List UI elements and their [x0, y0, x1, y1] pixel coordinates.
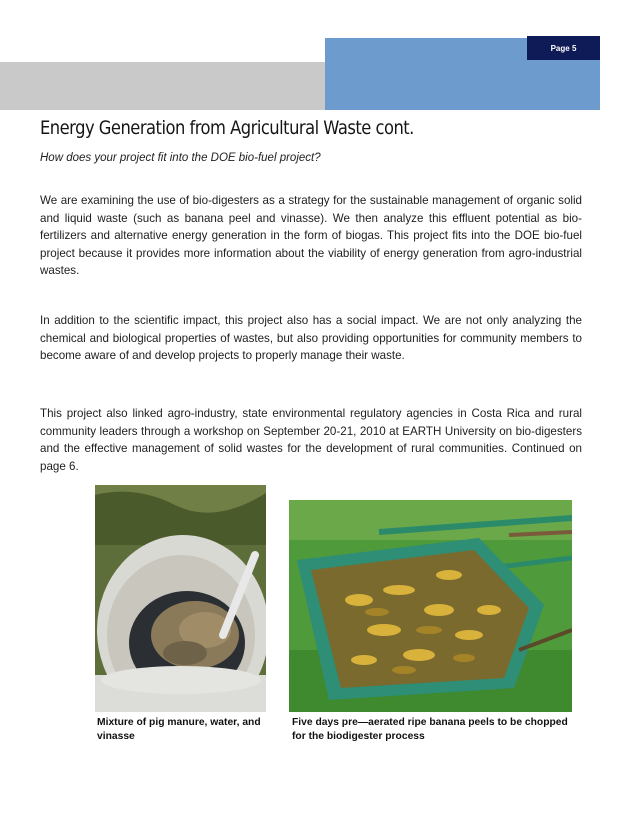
paragraph-2: In addition to the scientific impact, this project also has a social impact. We are not only analyzing the chemical and biological properties of wastes, but also providing opportunities for community members to become aware of and develop projects to properly manage their waste. [40, 314, 582, 363]
article-question: How does your project fit into the DOE bio-fuel project? [40, 152, 321, 164]
article-title: Energy Generation from Agricultural Waste cont. [40, 117, 414, 139]
bucket-photo [95, 485, 266, 712]
caption-bucket: Mixture of pig manure, water, and vinasse [97, 717, 261, 742]
paragraph-3: This project also linked agro-industry, state environmental regulatory agencies in Costa Rica and rural community leaders through a workshop on September 20-21, 2010 at EARTH University on bio-digesters and the effective management of solid wastes for the development of rural communities. Continued on page 6. [40, 407, 582, 473]
paragraph-1: We are examining the use of bio-digesters as a strategy for the sustainable management of organic solid and liquid waste (such as banana peel and vinasse). We then analyze this effluent potential as bio-fertilizers and alternative energy generation in the form of biogas. This project fits into the DOE bio-fuel project because it provides more information about the viability of energy generation from agro-industrial wastes. [40, 194, 582, 278]
caption-wheelbarrow: Five days pre—aerated ripe banana peels to be chopped for the biodigester process [292, 717, 568, 742]
page-number-label: Page 5 [550, 43, 577, 53]
wheelbarrow-photo [289, 500, 572, 712]
page-number-badge [527, 36, 600, 60]
